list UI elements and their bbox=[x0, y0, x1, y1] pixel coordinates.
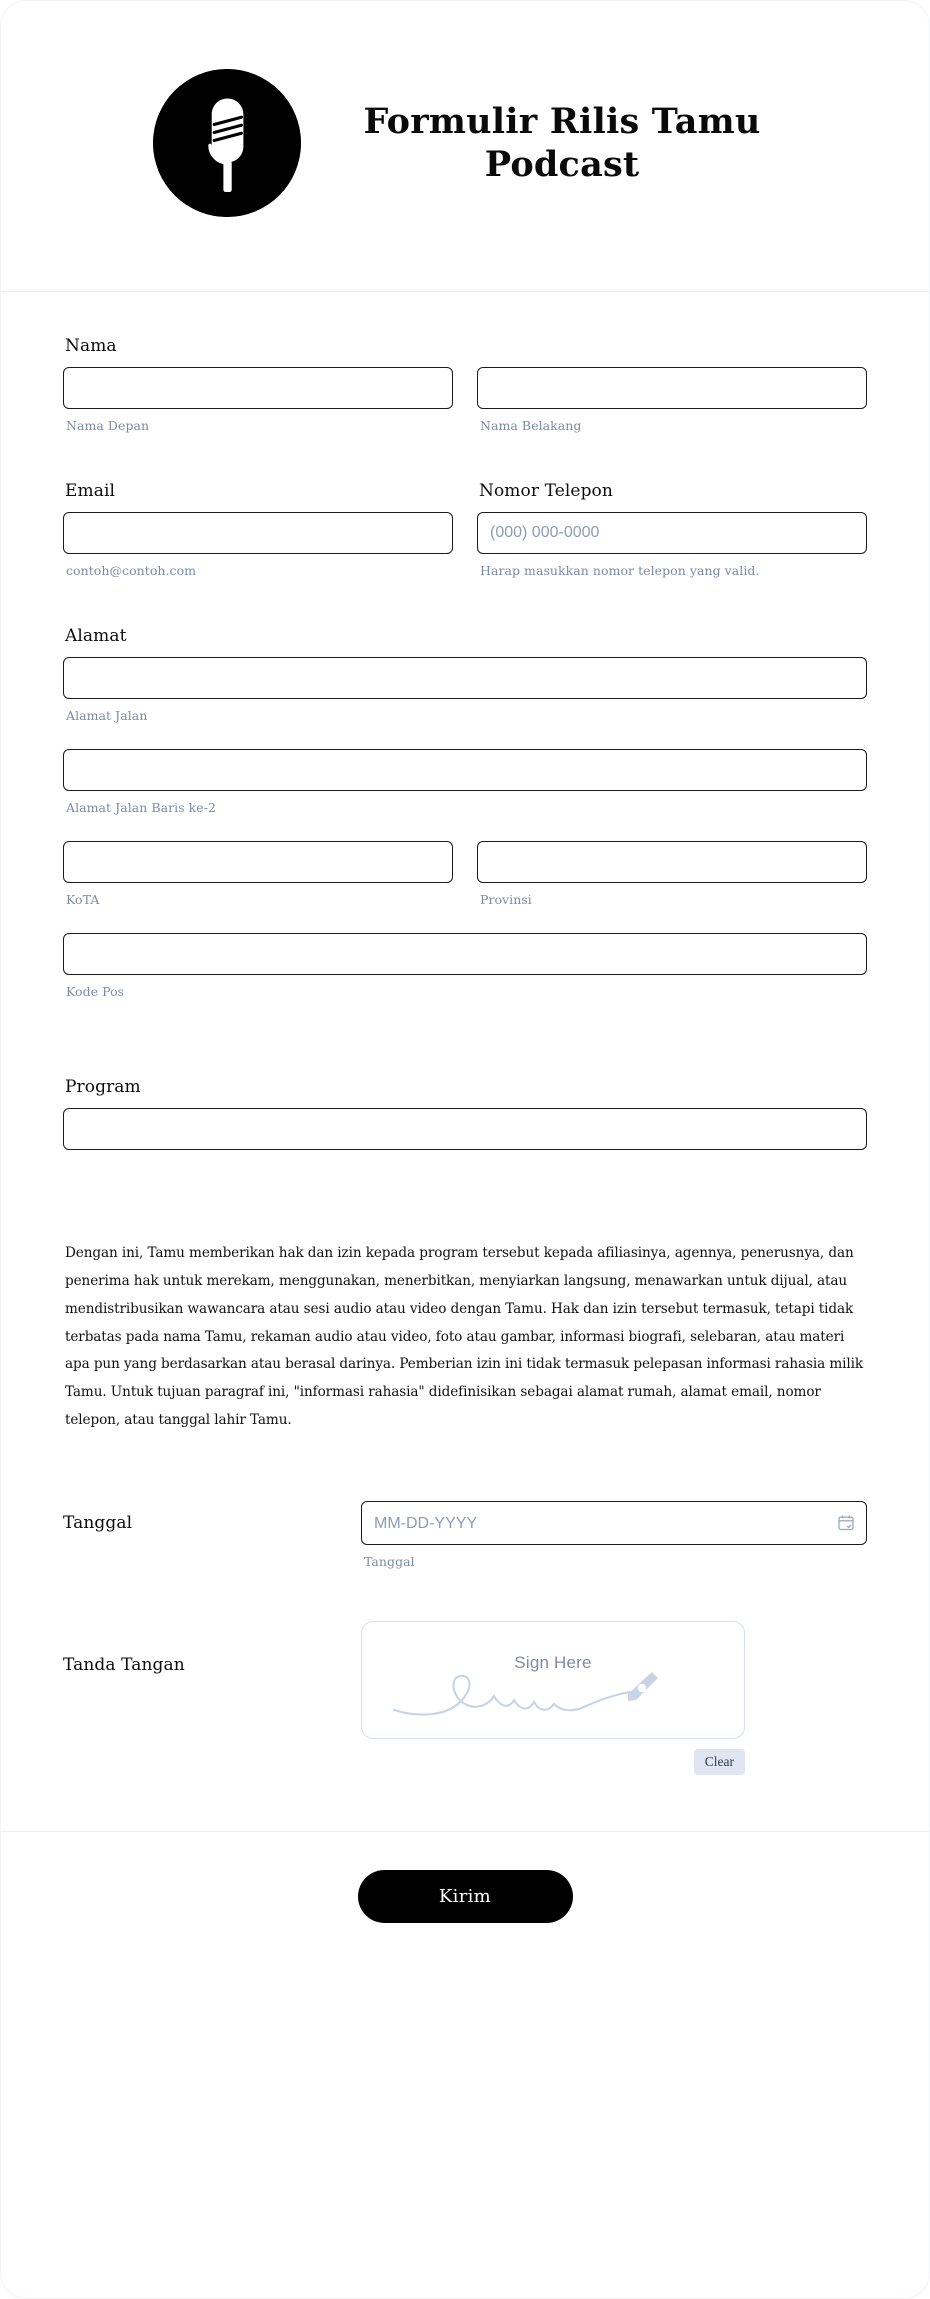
spacer bbox=[63, 1033, 867, 1077]
program-input[interactable] bbox=[63, 1108, 867, 1150]
postal-code-input[interactable] bbox=[63, 933, 867, 975]
field-email-telepon bbox=[63, 481, 867, 578]
form-header bbox=[1, 1, 929, 292]
email-input[interactable] bbox=[63, 512, 453, 554]
last-name-input[interactable] bbox=[477, 367, 867, 409]
label-nama: Nama bbox=[65, 336, 117, 356]
clear-signature-button[interactable]: Clear bbox=[694, 1749, 745, 1775]
legal-consent-text: Dengan ini, Tamu memberikan hak dan izin kepada program tersebut kepada afiliasinya, agennya, penerusnya, dan penerima hak untuk merekam, menggunakan, menerbitkan, menyiarkan langsung, menawarkan untuk dijual, atau mendistribusikan wawancara atau sesi audio atau video dengan Tamu. Hak dan izin tersebut termasuk, tetapi tidak terbatas pada nama Tamu, rekaman audio atau video, foto atau gambar, informasi biografi, selebaran, atau materi apa pun yang berdasarkan atau berasal darinya. Pemberian izin ini tidak termasuk pelepasan informasi rahasia milik Tamu. Untuk tujuan paragraf ini, "informasi rahasia" didefinisikan sebagai alamat rumah, alamat email, nomor telepon, atau tanggal lahir Tamu. bbox=[65, 1245, 864, 1429]
city-col bbox=[63, 841, 453, 907]
date-input-wrap bbox=[361, 1501, 867, 1545]
city-sublabel: KoTA bbox=[66, 892, 100, 907]
phone-sublabel: Harap masukkan nomor telepon yang valid. bbox=[480, 563, 760, 578]
first-name-input[interactable] bbox=[63, 367, 453, 409]
state-input[interactable] bbox=[477, 841, 867, 883]
nama-depan-col bbox=[63, 367, 453, 433]
clear-row bbox=[361, 1749, 745, 1775]
page-title: Formulir Rilis Tamu Podcast bbox=[363, 100, 761, 185]
signature-squiggle bbox=[390, 1666, 720, 1728]
pen-nib-icon bbox=[628, 1672, 658, 1701]
date-sublabel: Tanggal bbox=[364, 1554, 415, 1570]
label-program: Program bbox=[65, 1077, 141, 1097]
logo-wrap bbox=[153, 69, 301, 217]
phone-input[interactable] bbox=[477, 512, 867, 554]
city-state-row bbox=[63, 841, 867, 907]
tanggal-field-wrap bbox=[361, 1501, 867, 1569]
form-footer bbox=[1, 1831, 929, 1971]
nama-row bbox=[63, 367, 867, 433]
street-address-line2-sublabel: Alamat Jalan Baris ke-2 bbox=[66, 800, 217, 815]
signature-area bbox=[361, 1621, 867, 1775]
label-nomor-telepon: Nomor Telepon bbox=[479, 481, 613, 501]
street-address-input[interactable] bbox=[63, 657, 867, 699]
submit-button[interactable]: Kirim bbox=[358, 1870, 573, 1923]
spacer bbox=[63, 467, 867, 481]
spacer bbox=[63, 723, 867, 749]
podcast-microphone-icon bbox=[153, 69, 301, 217]
state-col bbox=[477, 841, 867, 907]
signature-hint: Sign Here bbox=[514, 1653, 592, 1673]
email-col bbox=[63, 481, 453, 578]
street-address-line2-input[interactable] bbox=[63, 749, 867, 791]
field-tanda-tangan bbox=[63, 1621, 867, 1775]
date-input[interactable] bbox=[361, 1501, 867, 1545]
nama-belakang-col bbox=[477, 367, 867, 433]
label-alamat: Alamat bbox=[65, 626, 127, 646]
label-email: Email bbox=[65, 481, 116, 501]
email-sublabel: contoh@contoh.com bbox=[66, 563, 197, 578]
spacer bbox=[63, 907, 867, 933]
street-address-sublabel: Alamat Jalan bbox=[66, 708, 148, 723]
state-sublabel: Provinsi bbox=[480, 892, 532, 907]
spacer bbox=[63, 612, 867, 626]
field-alamat bbox=[63, 626, 867, 999]
label-tanggal: Tanggal bbox=[63, 1513, 133, 1534]
city-input[interactable] bbox=[63, 841, 453, 883]
spacer bbox=[63, 1184, 867, 1210]
first-name-sublabel: Nama Depan bbox=[66, 418, 150, 433]
field-nama bbox=[63, 336, 867, 433]
signature-pad[interactable] bbox=[361, 1621, 745, 1739]
last-name-sublabel: Nama Belakang bbox=[480, 418, 582, 433]
label-tanda-tangan: Tanda Tangan bbox=[63, 1655, 185, 1676]
form-body bbox=[1, 292, 929, 1775]
postal-code-sublabel: Kode Pos bbox=[66, 984, 125, 999]
spacer bbox=[63, 815, 867, 841]
field-program bbox=[63, 1077, 867, 1150]
phone-col bbox=[477, 481, 867, 578]
email-phone-row bbox=[63, 481, 867, 578]
field-tanggal bbox=[63, 1501, 867, 1569]
